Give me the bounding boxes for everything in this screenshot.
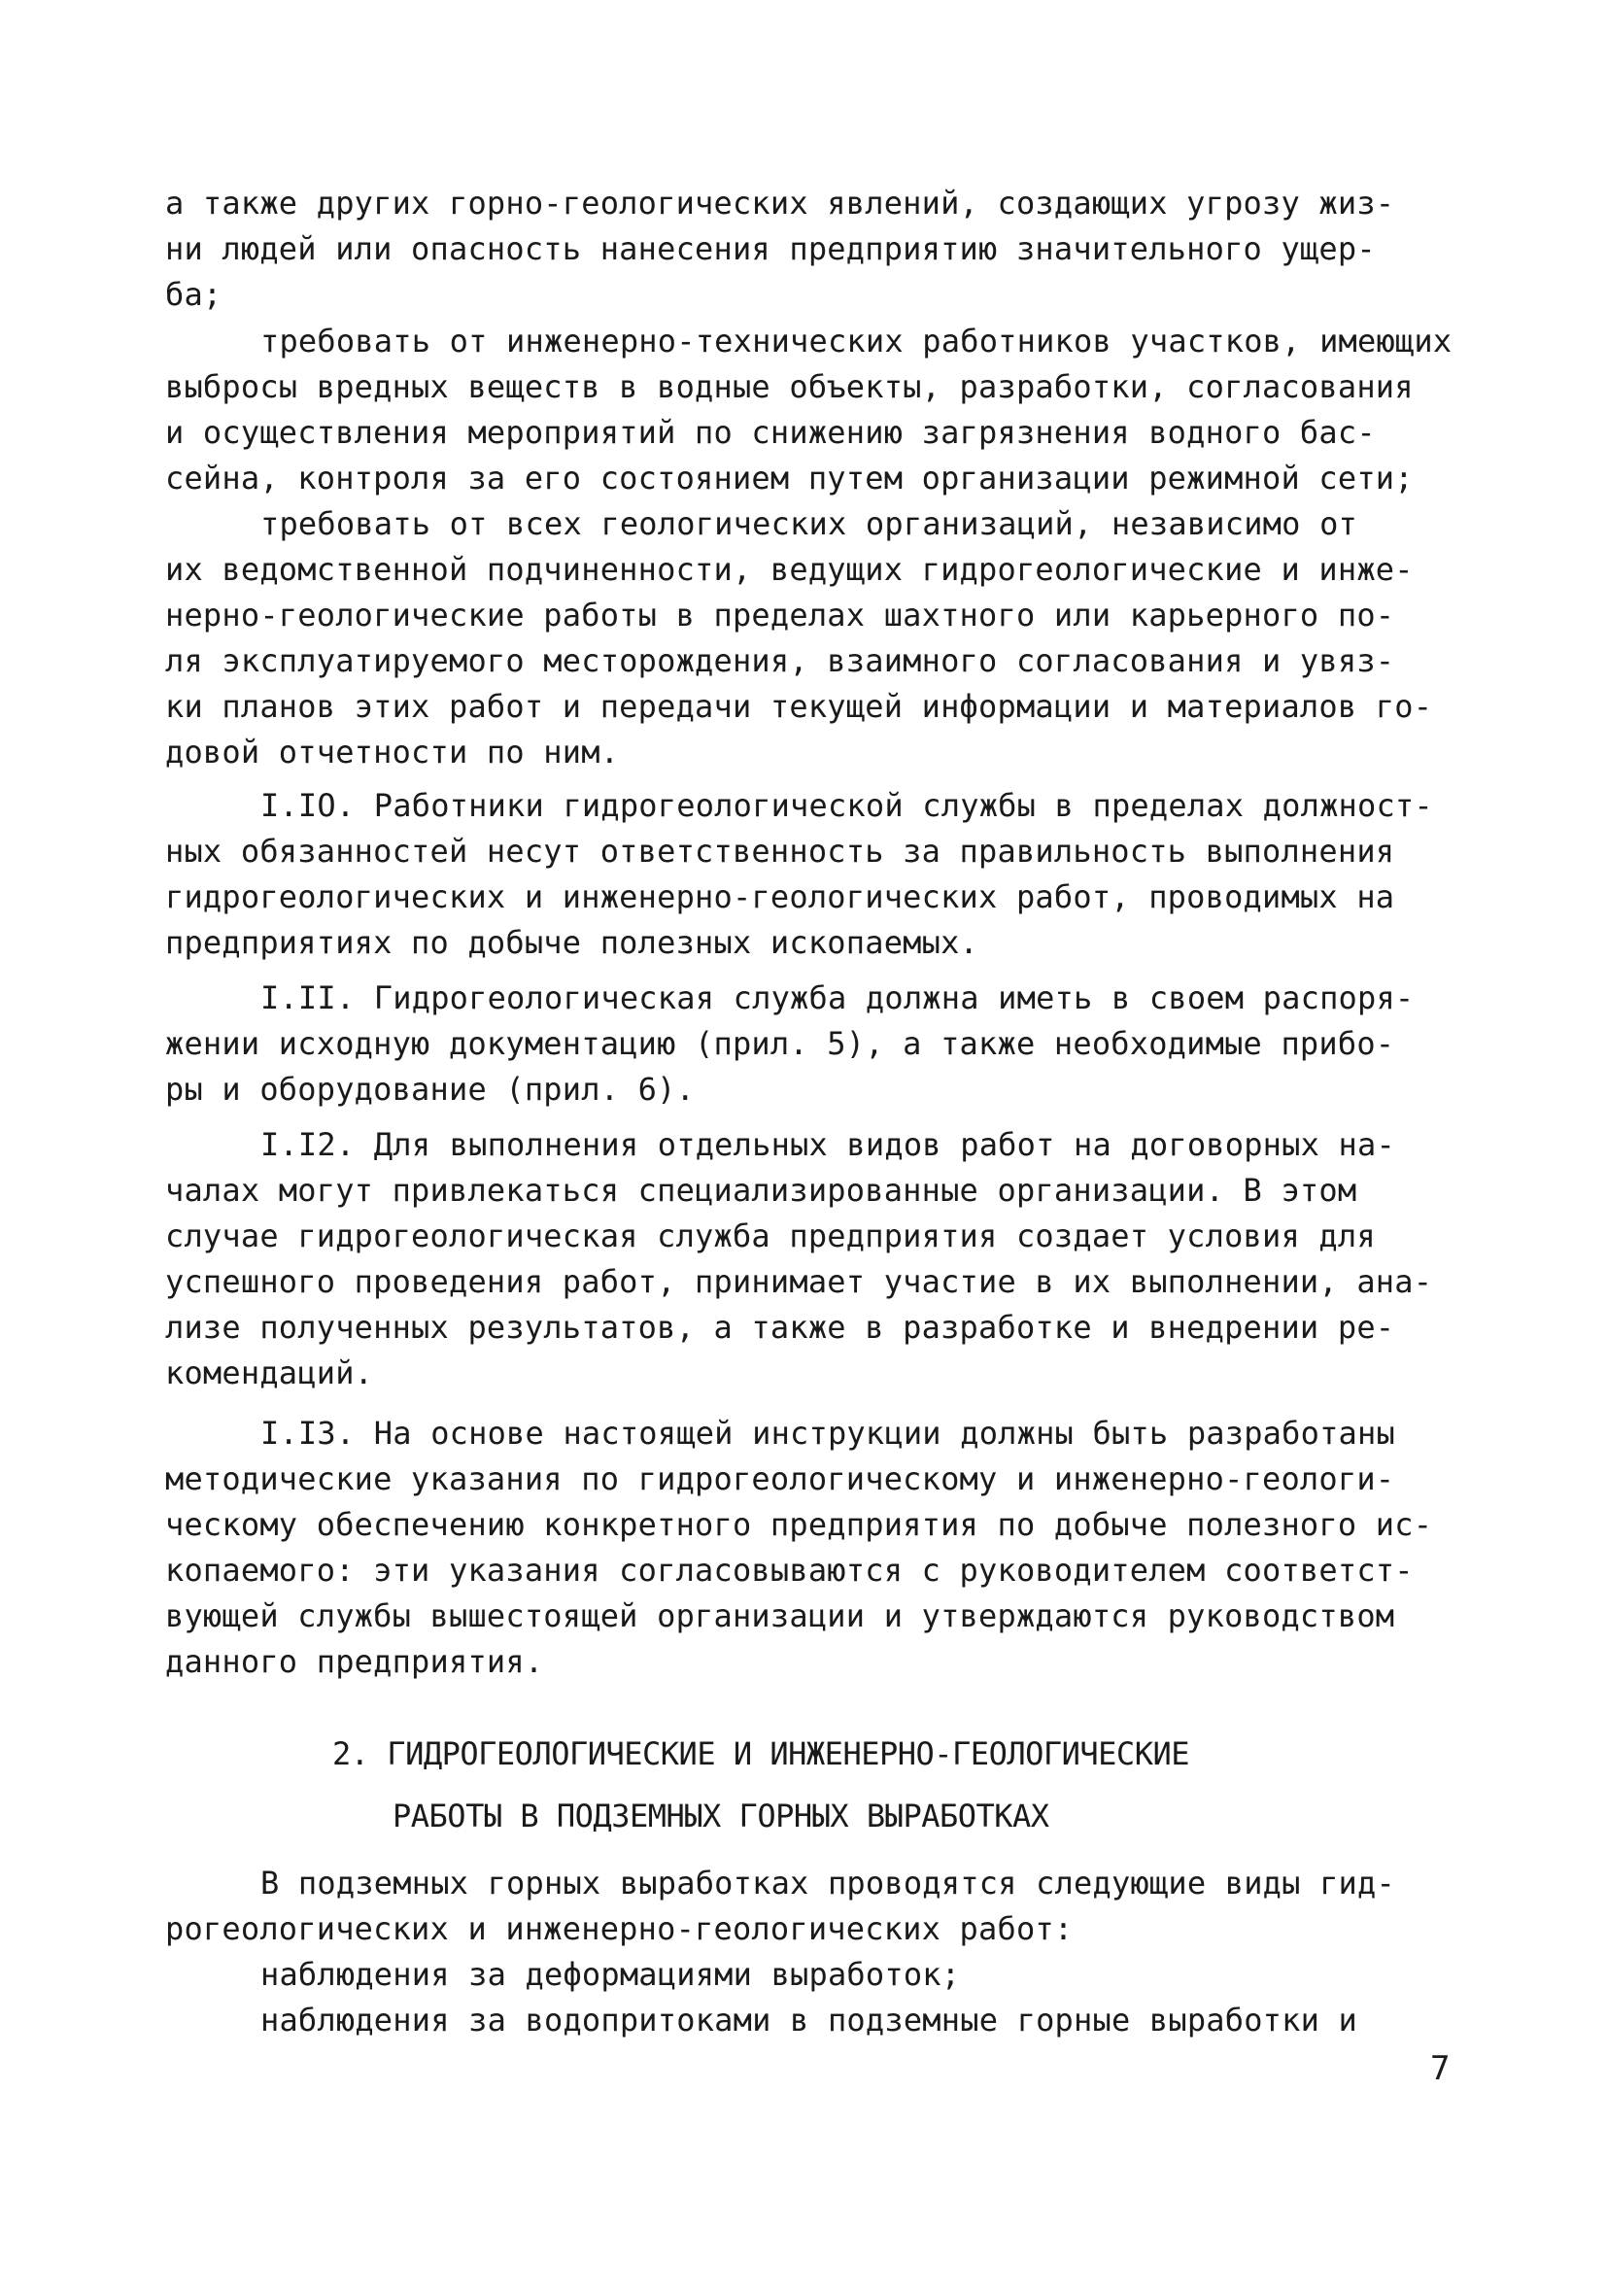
page-number: 7 xyxy=(1430,2049,1451,2088)
text-line: а также других горно-геологических явлений, создающих угрозу жиз- xyxy=(165,185,1395,222)
text-line: ни людей или опасность нанесения предприятию значительного ущер- xyxy=(165,230,1376,267)
text-line: успешного проведения работ, принимает участие в их выполнении, ана- xyxy=(165,1263,1433,1300)
text-line: ки планов этих работ и передачи текущей информации и материалов го- xyxy=(165,688,1433,725)
text-line: предприятиях по добыче полезных ископаемых. xyxy=(165,924,979,961)
text-line: I.IO. Работники гидрогеологической службы в пределах должност- xyxy=(260,787,1433,824)
text-line: жении исходную документацию (прил. 5), а также необходимые прибо- xyxy=(165,1025,1395,1062)
section-heading-line1: 2. ГИДРОГЕОЛОГИЧЕСКИЕ И ИНЖЕНЕРНО-ГЕОЛОГИЧЕСКИЕ xyxy=(332,1735,1189,1772)
text-line: требовать от всех геологических организаций, независимо от xyxy=(260,505,1358,542)
text-line: требовать от инженерно-технических работников участков, имеющих xyxy=(260,323,1453,360)
text-line: случае гидрогеологическая служба предприятия создает условия для xyxy=(165,1217,1376,1254)
text-line: чалах могут привлекаться специализированные организации. В этом xyxy=(165,1172,1357,1209)
text-line: методические указания по гидрогеологическому и инженерно-геологи- xyxy=(165,1460,1395,1497)
text-line: выбросы вредных веществ в водные объекты, разработки, согласования xyxy=(165,368,1414,405)
text-line: лизе полученных результатов, а также в разработке и внедрении ре- xyxy=(165,1309,1395,1346)
text-line: I.II. Гидрогеологическая служба должна иметь в своем распоря- xyxy=(260,979,1415,1016)
text-line: рогеологических и инженерно-геологических работ: xyxy=(165,1910,1074,1947)
text-line: ры и оборудование (прил. 6). xyxy=(165,1071,696,1108)
text-line: довой отчетности по ним. xyxy=(165,734,620,771)
text-line: и осуществления мероприятий по снижению загрязнения водного бас- xyxy=(165,414,1376,451)
text-line: гидрогеологических и инженерно-геологических работ, проводимых на xyxy=(165,878,1395,915)
text-line: копаемого: эти указания согласовываются с руководителем соответст- xyxy=(165,1552,1414,1589)
text-line: I.I3. На основе настоящей инструкции должны быть разработаны xyxy=(260,1415,1395,1452)
text-line: I.I2. Для выполнения отдельных видов работ на договорных на- xyxy=(260,1126,1395,1163)
text-line: В подземных горных выработках проводятся следующие виды гид- xyxy=(260,1865,1395,1902)
text-line: ческому обеспечению конкретного предприятия по добыче полезного ис- xyxy=(165,1506,1433,1543)
text-line: наблюдения за водопритоками в подземные горные выработки и xyxy=(260,2002,1358,2039)
text-line: ба; xyxy=(165,276,222,313)
text-line: нерно-геологические работы в пределах шахтного или карьерного по- xyxy=(165,597,1395,634)
text-line: их ведомственной подчиненности, ведущих гидрогеологические и инже- xyxy=(165,551,1414,588)
text-line: сейна, контроля за его состоянием путем организации режимной сети; xyxy=(165,460,1414,497)
text-line: вующей службы вышестоящей организации и утверждаются руководством xyxy=(165,1597,1395,1634)
text-line: комендаций. xyxy=(165,1354,374,1391)
text-line: данного предприятия. xyxy=(165,1643,544,1680)
text-line: ля эксплуатируемого месторождения, взаимного согласования и увяз- xyxy=(165,642,1395,679)
text-line: наблюдения за деформациями выработок; xyxy=(260,1956,961,1993)
section-heading-line2: РАБОТЫ В ПОДЗЕМНЫХ ГОРНЫХ ВЫРАБОТКАХ xyxy=(393,1798,1049,1834)
text-line: ных обязанностей несут ответственность за правильность выполнения xyxy=(165,833,1395,870)
